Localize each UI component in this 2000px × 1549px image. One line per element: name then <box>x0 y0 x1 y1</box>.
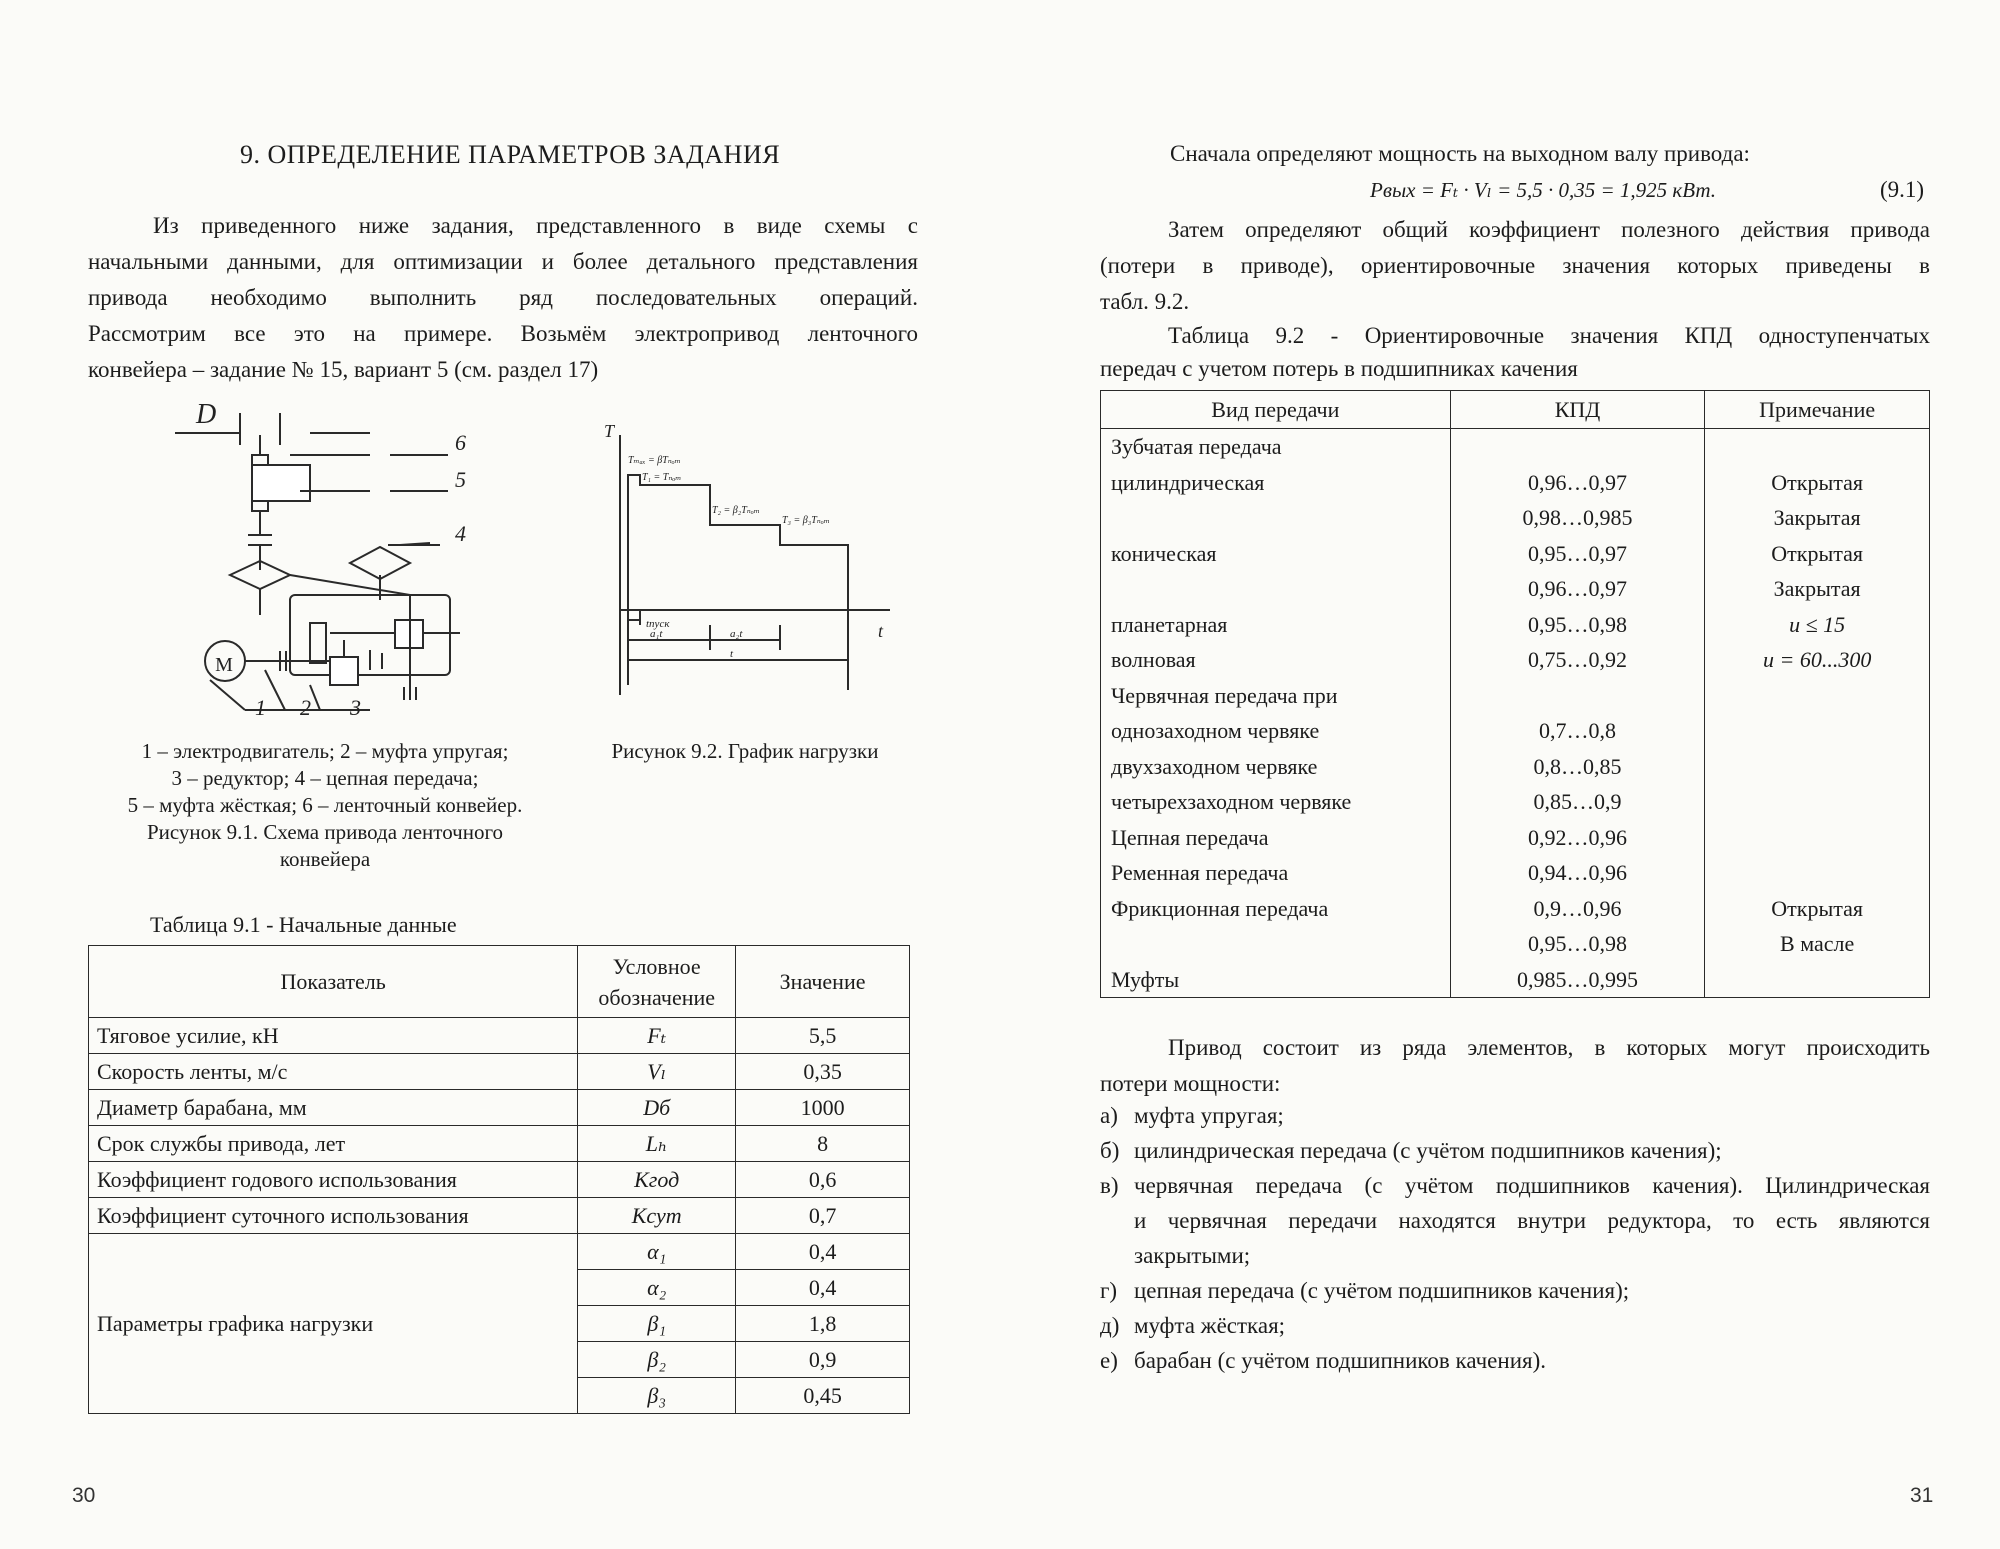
param-cell: Скорость ленты, м/с <box>89 1054 578 1090</box>
para-line: Затем определяют общий коэффициент полезного действия привода <box>1168 217 1930 242</box>
kpd-cell: 0,95…0,98 <box>1527 931 1627 956</box>
list-line: цепная передача (с учётом подшипников качения); <box>1134 1278 1630 1303</box>
header-value: Значение <box>736 946 910 1018</box>
note-cell: Закрытая <box>1773 505 1861 530</box>
type-cell: Цепная передача <box>1111 824 1269 850</box>
list-text <box>1134 1308 1930 1343</box>
type-cell: Муфты <box>1111 966 1180 992</box>
kpd-column <box>1450 429 1705 998</box>
list-line: червячная передача (с учётом подшипников качения). Цилиндрическая <box>1134 1173 1930 1198</box>
label-t2: T₂ = β₂Tₙₒₘ <box>712 505 760 516</box>
value-cell: 0,6 <box>736 1162 910 1198</box>
symbol-cell: Fₜ <box>578 1018 736 1054</box>
load-graph-figure <box>590 415 900 705</box>
kpd-cell: 0,95…0,97 <box>1527 540 1627 566</box>
list-line: закрытыми; <box>1134 1243 1251 1268</box>
list-text <box>1134 1168 1930 1273</box>
list-marker: а) <box>1100 1103 1118 1128</box>
group-label-cell: Параметры графика нагрузки <box>89 1234 578 1414</box>
label-2: 2 <box>300 695 311 720</box>
param-cell: Коэффициент суточного использования <box>89 1198 578 1234</box>
kpd-cell: 0,7…0,8 <box>1538 718 1616 743</box>
axis-t-label: T <box>604 421 615 441</box>
para-line: Привод состоит из ряда элементов, в которых могут происходить <box>1168 1035 1930 1060</box>
label-a2t: a₂t <box>730 628 743 640</box>
kpd-cell: 0,96…0,97 <box>1527 576 1627 601</box>
note-cell <box>1715 678 1919 714</box>
symbol-cell: α₁ <box>578 1234 736 1270</box>
symbol-cell: β₁ <box>578 1306 736 1342</box>
table-9-1 <box>88 945 910 1414</box>
table-row <box>89 1126 910 1162</box>
type-cell: коническая <box>1111 540 1217 566</box>
losses-paragraph <box>1100 1030 1930 1102</box>
note-cell: u ≤ 15 <box>1789 611 1846 637</box>
note-cell <box>1715 429 1919 465</box>
label-tmax: Tₘₐₓ = βTₙₒₘ <box>628 455 681 466</box>
list-text <box>1134 1098 1930 1133</box>
table-row <box>89 1162 910 1198</box>
type-cell: четырехзаходном червяке <box>1111 789 1352 814</box>
para-line: потери мощности: <box>1100 1071 1281 1096</box>
figure-9-2-caption: Рисунок 9.2. График нагрузки <box>611 739 879 763</box>
formula-number: (9.1) <box>1880 177 1925 202</box>
label-t3: T₃ = β₃Tₙₒₘ <box>782 515 830 526</box>
intro-line: Рассмотрим все это на примере. Возьмём электропривод ленточного <box>88 321 918 346</box>
note-cell: В масле <box>1780 931 1855 956</box>
kpd-cell: 0,85…0,9 <box>1533 789 1622 814</box>
label-6: 6 <box>455 430 466 455</box>
label-3: 3 <box>350 695 361 720</box>
kpd-cell: 0,8…0,85 <box>1533 753 1622 779</box>
intro-line: привода необходимо выполнить ряд последовательных операций. <box>88 285 918 310</box>
label-d: D <box>196 399 217 430</box>
caption-line: Рисунок 9.1. Схема привода ленточного <box>146 820 504 844</box>
list-item <box>1100 1343 1930 1378</box>
value-cell: 1,8 <box>736 1306 910 1342</box>
label-1: 1 <box>255 695 266 720</box>
symbol-cell: Vₗ <box>578 1054 736 1090</box>
param-cell: Диаметр барабана, мм <box>89 1090 578 1126</box>
type-cell: планетарная <box>1111 611 1228 637</box>
intro-line: Из приведенного ниже задания, представленного в виде схемы с <box>153 213 918 238</box>
header-param: Показатель <box>89 946 578 1018</box>
losses-list <box>1100 1098 1930 1378</box>
type-cell: Фрикционная передача <box>1111 895 1329 921</box>
table-header-row <box>1101 391 1930 429</box>
para-line: табл. 9.2. <box>1100 289 1190 314</box>
table-row <box>89 1234 910 1270</box>
figure-9-1-caption <box>90 738 560 873</box>
list-line: муфта упругая; <box>1134 1103 1284 1128</box>
table-row <box>89 1054 910 1090</box>
caption-line: 1 – электродвигатель; 2 – муфта упругая; <box>141 739 509 763</box>
list-marker: е) <box>1100 1348 1118 1373</box>
list-line: барабан (с учётом подшипников качения). <box>1134 1348 1547 1373</box>
value-cell: 0,4 <box>736 1270 910 1306</box>
table-header-row <box>89 946 910 1018</box>
table-body-row <box>1101 429 1930 998</box>
header-symbol-line: обозначение <box>598 984 716 1010</box>
kpd-cell: 0,985…0,995 <box>1516 966 1638 992</box>
note-cell: Открытая <box>1771 895 1864 921</box>
kpd-cell: 0,95…0,98 <box>1527 611 1627 637</box>
symbol-cell: β₃ <box>578 1378 736 1414</box>
list-line: муфта жёсткая; <box>1134 1313 1286 1338</box>
symbol-cell: Kгод <box>578 1162 736 1198</box>
header-kpd: КПД <box>1450 391 1705 429</box>
note-cell: Открытая <box>1771 540 1864 566</box>
list-marker: г) <box>1100 1278 1118 1303</box>
list-marker: б) <box>1100 1138 1120 1163</box>
header-type: Вид передачи <box>1101 391 1451 429</box>
section-heading: 9. ОПРЕДЕЛЕНИЕ ПАРАМЕТРОВ ЗАДАНИЯ <box>240 140 781 169</box>
param-cell: Срок службы привода, лет <box>89 1126 578 1162</box>
list-text <box>1134 1343 1930 1378</box>
label-tpusk: tпуск <box>646 618 670 630</box>
note-cell <box>1715 784 1919 820</box>
symbol-cell: α₂ <box>578 1270 736 1306</box>
symbol-cell: Lₕ <box>578 1126 736 1162</box>
symbol-cell: Dб <box>578 1090 736 1126</box>
caption-line: 3 – редуктор; 4 – цепная передача; <box>171 766 479 790</box>
note-column <box>1705 429 1930 998</box>
symbol-cell: Kсут <box>578 1198 736 1234</box>
intro-line: конвейера – задание № 15, вариант 5 (см. раздел 17) <box>88 357 599 382</box>
caption-line: конвейера <box>279 847 371 871</box>
header-note: Примечание <box>1705 391 1930 429</box>
table-9-1-title: Таблица 9.1 - Начальные данные <box>150 912 457 937</box>
list-text <box>1134 1133 1930 1168</box>
note-cell: Открытая <box>1771 469 1864 495</box>
type-cell <box>1111 926 1440 962</box>
type-cell: Зубчатая передача <box>1111 434 1282 459</box>
list-marker: в) <box>1100 1173 1119 1198</box>
type-column <box>1101 429 1451 998</box>
kpd-cell <box>1461 678 1695 714</box>
note-cell: u = 60...300 <box>1762 647 1872 672</box>
list-text <box>1134 1273 1930 1308</box>
page-number-left: 30 <box>72 1484 96 1507</box>
header-symbol <box>578 946 736 1018</box>
kpd-cell: 0,94…0,96 <box>1527 860 1627 885</box>
kpd-cell: 0,96…0,97 <box>1527 469 1627 495</box>
value-cell: 0,45 <box>736 1378 910 1414</box>
list-item <box>1100 1133 1930 1168</box>
drive-scheme-figure <box>170 395 490 735</box>
power-paragraph: Сначала определяют мощность на выходном валу привода: <box>1170 141 1750 166</box>
note-cell <box>1715 749 1919 785</box>
axis-time-label: t <box>878 621 884 641</box>
value-cell: 8 <box>736 1126 910 1162</box>
list-item <box>1100 1168 1930 1273</box>
para-line: (потери в приводе), ориентировочные значения которых приведены в <box>1100 253 1930 278</box>
type-cell <box>1111 571 1440 607</box>
param-cell: Коэффициент годового использования <box>89 1162 578 1198</box>
label-t1: T₁ = Tₙₒₘ <box>642 472 682 483</box>
title-line: Таблица 9.2 - Ориентировочные значения КПД одноступенчатых <box>1168 323 1930 348</box>
table-row <box>89 1198 910 1234</box>
type-cell <box>1111 500 1440 536</box>
table-row <box>89 1018 910 1054</box>
type-cell: Червячная передача при <box>1111 682 1338 708</box>
list-item <box>1100 1308 1930 1343</box>
note-cell <box>1715 713 1919 749</box>
intro-line: начальными данными, для оптимизации и более детального представления <box>88 249 918 274</box>
header-symbol-line: Условное <box>612 953 701 979</box>
note-cell <box>1715 962 1919 998</box>
intro-paragraph <box>88 208 918 388</box>
label-5: 5 <box>455 467 466 492</box>
type-cell: цилиндрическая <box>1111 469 1265 495</box>
type-cell: Ременная передача <box>1111 860 1289 885</box>
list-line: цилиндрическая передача (с учётом подшипников качения); <box>1134 1138 1722 1163</box>
type-cell: волновая <box>1111 647 1196 672</box>
kpd-cell: 0,92…0,96 <box>1527 824 1627 850</box>
value-cell: 0,7 <box>736 1198 910 1234</box>
table-row <box>89 1090 910 1126</box>
note-cell: Закрытая <box>1773 576 1861 601</box>
value-cell: 0,9 <box>736 1342 910 1378</box>
list-line: и червячная передачи находятся внутри редуктора, то есть являются <box>1134 1208 1930 1233</box>
note-cell <box>1715 820 1919 856</box>
type-cell: двухзаходном червяке <box>1111 753 1318 779</box>
label-4: 4 <box>455 521 466 546</box>
page-number-right: 31 <box>1910 1484 1934 1507</box>
kpd-cell: 0,9…0,96 <box>1533 895 1622 921</box>
value-cell: 0,4 <box>736 1234 910 1270</box>
note-cell <box>1715 855 1919 891</box>
value-cell: 1000 <box>736 1090 910 1126</box>
kpd-cell <box>1461 429 1695 465</box>
title-line: передач с учетом потерь в подшипниках качения <box>1100 356 1578 381</box>
kpd-cell: 0,98…0,985 <box>1522 505 1633 530</box>
label-a1t: a₁t <box>650 628 663 640</box>
caption-line: 5 – муфта жёсткая; 6 – ленточный конвейер. <box>127 793 523 817</box>
table-9-2-title <box>1100 318 1930 384</box>
value-cell: 5,5 <box>736 1018 910 1054</box>
label-motor: M <box>215 654 233 676</box>
list-item <box>1100 1273 1930 1308</box>
label-total-t: t <box>730 648 734 660</box>
list-item <box>1100 1098 1930 1133</box>
kpd-cell: 0,75…0,92 <box>1527 647 1627 672</box>
formula-9-1: Pвых = Fₜ · Vₗ = 5,5 · 0,35 = 1,925 кВт. <box>1370 178 1717 202</box>
value-cell: 0,35 <box>736 1054 910 1090</box>
symbol-cell: β₂ <box>578 1342 736 1378</box>
param-cell: Тяговое усилие, кН <box>89 1018 578 1054</box>
table-9-2 <box>1100 390 1930 998</box>
list-marker: д) <box>1100 1313 1120 1338</box>
type-cell: однозаходном червяке <box>1111 718 1320 743</box>
efficiency-paragraph <box>1100 212 1930 320</box>
